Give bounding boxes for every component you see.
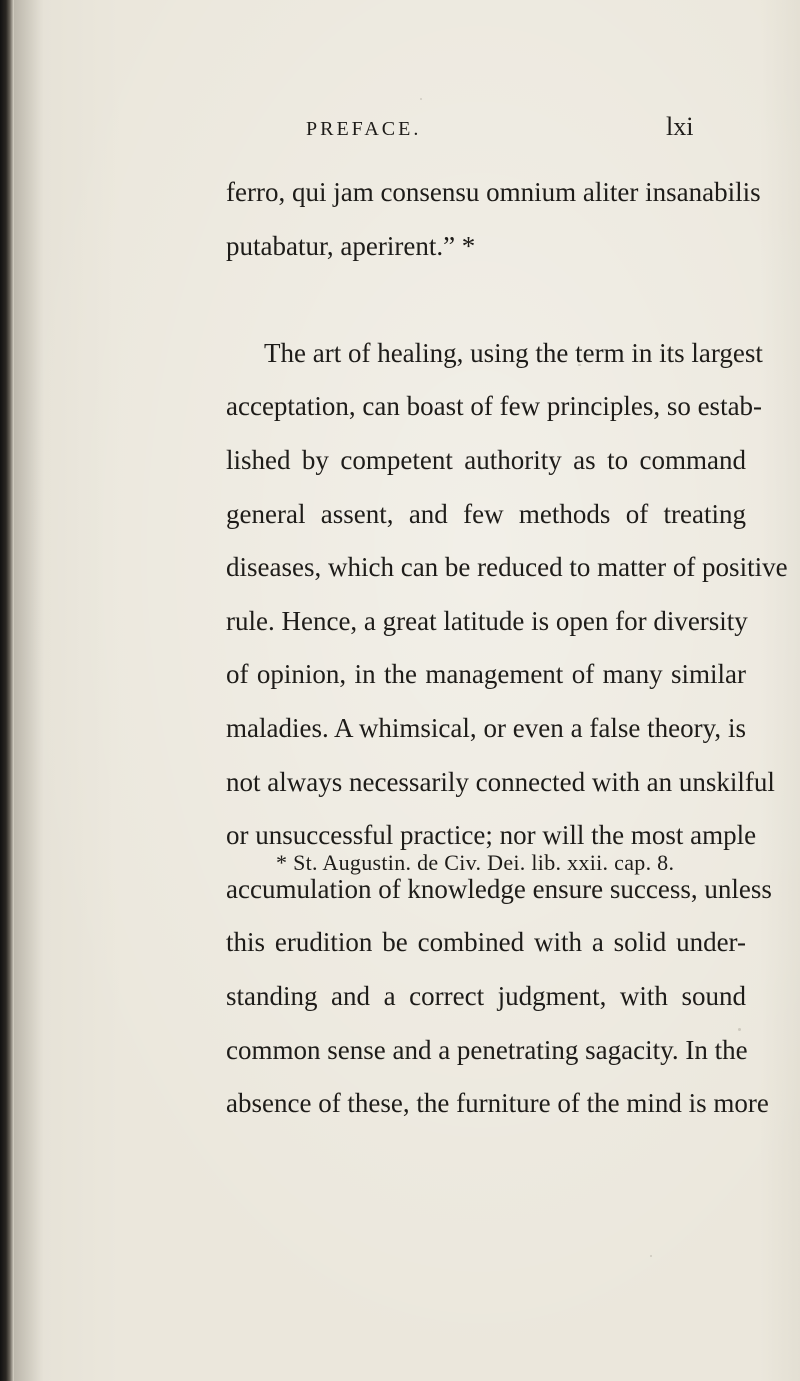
paper-speck	[578, 364, 581, 366]
running-head	[0, 112, 800, 146]
text-line: diseases, which can be reduced to matter of positive	[226, 552, 788, 583]
text-line: acceptation, can boast of few principles, so estab-	[226, 391, 763, 422]
paragraph-break	[226, 273, 746, 327]
text-line: standing and a correct judgment, with sound	[226, 980, 746, 1011]
text-line: common sense and a penetrating sagacity. In the	[226, 1034, 748, 1065]
page-gutter-shadow	[0, 0, 14, 1381]
text-line: accumulation of knowledge ensure success, unless	[226, 873, 772, 904]
text-line: this erudition be combined with a solid under-	[226, 927, 746, 958]
text-line: lished by competent authority as to command	[226, 444, 746, 475]
footnote: * St. Augustin. de Civ. Dei. lib. xxii. cap. 8.	[276, 850, 675, 875]
text-line: putabatur, aperirent.” *	[226, 230, 476, 261]
text-line: The art of healing, using the term in its largest	[264, 337, 763, 368]
text-line: general assent, and few methods of treating	[226, 498, 746, 529]
paper-speck	[738, 1028, 741, 1031]
text-line: of opinion, in the management of many similar	[226, 659, 746, 690]
text-line: absence of these, the furniture of the mind is more	[226, 1088, 769, 1119]
body-text	[226, 166, 788, 1131]
gutter-fade	[14, 0, 44, 1381]
paper-speck	[420, 98, 422, 100]
text-line: maladies. A whimsical, or even a false theory, is	[226, 712, 746, 743]
paper-speck	[650, 1255, 652, 1257]
running-head-title: PREFACE.	[306, 118, 422, 140]
text-line: not always necessarily connected with an unskilful	[226, 766, 775, 797]
page-number: lxi	[666, 112, 694, 141]
text-line: ferro, qui jam consensu omnium aliter insanabilis	[226, 177, 761, 207]
text-line: rule. Hence, a great latitude is open for diversity	[226, 605, 748, 636]
text-line: or unsuccessful practice; nor will the most ample	[226, 820, 757, 851]
